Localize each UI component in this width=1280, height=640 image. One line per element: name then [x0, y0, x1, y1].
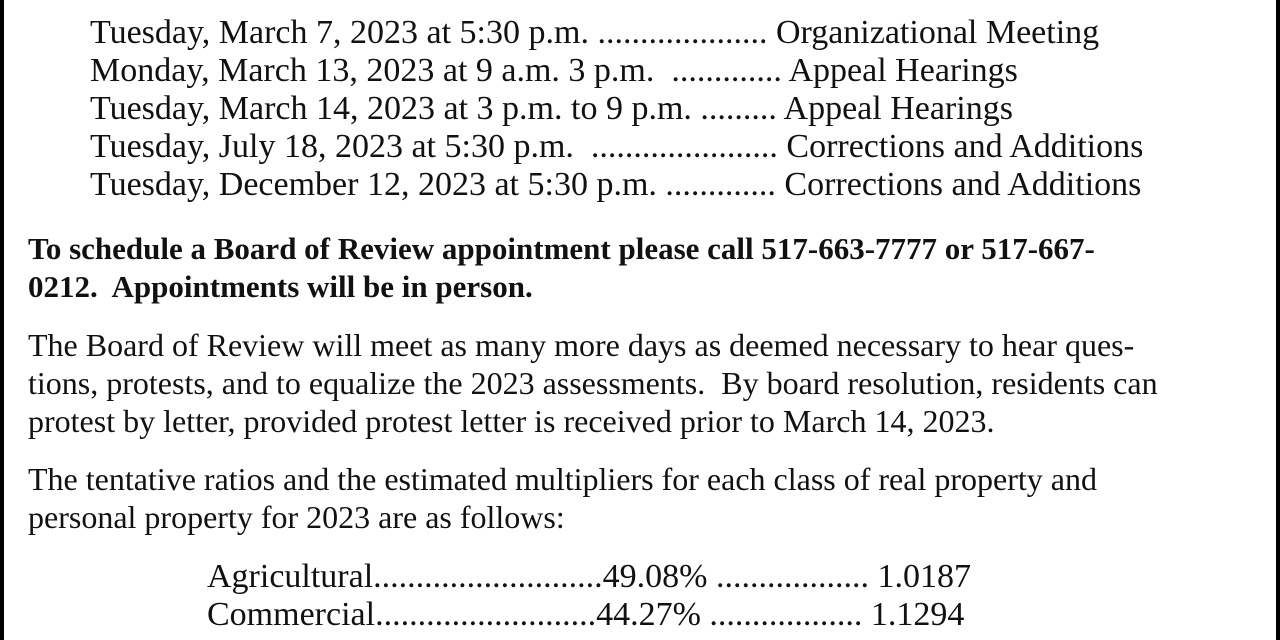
dot-leader: ........................... — [373, 558, 603, 595]
notice-line: 0212. Appointments will be in person. — [28, 269, 533, 304]
dot-leader: .................. — [707, 558, 878, 595]
ratio-row — [207, 596, 971, 634]
paragraph-line: protest by letter, provided protest letter is received prior to March 14, 2023. — [28, 403, 995, 439]
meeting-schedule — [90, 14, 1143, 204]
schedule-row — [90, 128, 1143, 166]
paragraph-line: personal property for 2023 are as follows: — [28, 499, 565, 535]
dot-leader: .......................... — [375, 596, 597, 633]
schedule-event: Appeal Hearings — [776, 90, 1013, 127]
appointment-notice — [28, 230, 1264, 306]
ratio-value: 44.27% — [596, 596, 701, 633]
paragraph-line: The Board of Review will meet as many more days as deemed necessary to hear ques- — [28, 327, 1135, 363]
schedule-date: Monday, March 13, 2023 at 9 a.m. 3 p.m. — [90, 52, 655, 89]
paragraph-line: The tentative ratios and the estimated multipliers for each class of real property and — [28, 461, 1097, 497]
board-meeting-paragraph — [28, 326, 1264, 440]
schedule-date: Tuesday, July 18, 2023 at 5:30 p.m. — [90, 128, 574, 165]
dot-leader: ...................... — [573, 128, 778, 165]
schedule-event: Appeal Hearings — [781, 52, 1018, 89]
notice-line: To schedule a Board of Review appointment please call 517-663-7777 or 517-667- — [28, 231, 1095, 266]
dot-leader: .................. — [700, 596, 871, 633]
schedule-date: Tuesday, March 14, 2023 at 3 p.m. to 9 p.m. — [90, 90, 692, 127]
dot-leader: .................... — [588, 14, 768, 51]
dot-leader: ......... — [691, 90, 777, 127]
multiplier-value: 1.1294 — [870, 596, 965, 633]
schedule-row — [90, 90, 1143, 128]
schedule-row — [90, 52, 1143, 90]
schedule-row — [90, 166, 1143, 204]
ratio-row — [207, 558, 971, 596]
dot-leader: ............. — [656, 166, 776, 203]
ratios-intro-paragraph — [28, 460, 1264, 536]
schedule-event: Corrections and Additions — [777, 128, 1144, 165]
schedule-event: Corrections and Additions — [775, 166, 1142, 203]
schedule-date: Tuesday, March 7, 2023 at 5:30 p.m. — [90, 14, 589, 51]
property-class: Agricultural — [207, 558, 374, 595]
schedule-event: Organizational Meeting — [767, 14, 1100, 51]
schedule-row — [90, 14, 1143, 52]
multiplier-value: 1.0187 — [877, 558, 971, 595]
dot-leader: ............. — [654, 52, 782, 89]
property-class: Commercial — [207, 596, 376, 633]
schedule-date: Tuesday, December 12, 2023 at 5:30 p.m. — [90, 166, 657, 203]
ratio-value: 49.08% — [602, 558, 708, 595]
ratios-table — [207, 558, 971, 634]
paragraph-line: tions, protests, and to equalize the 2023 assessments. By board resolution, residents can — [28, 365, 1158, 401]
